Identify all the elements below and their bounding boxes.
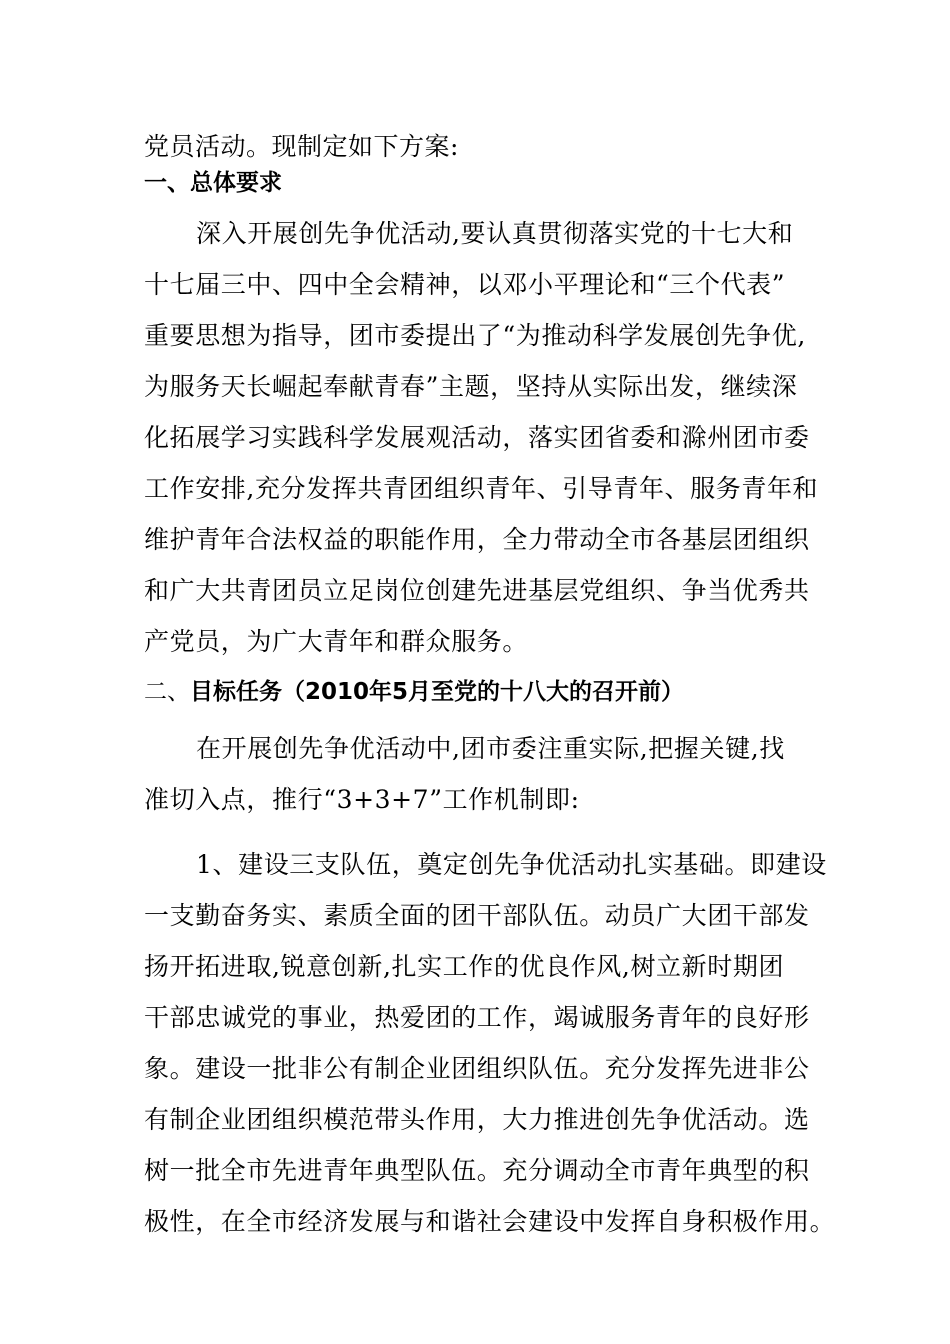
section-1-line: 十七届三中、四中全会精神，以邓小平理论和“三个代表”: [144, 270, 786, 299]
spacer: [144, 825, 814, 839]
section-2-line: 扬开拓进取,锐意创新,扎实工作的优良作风,树立新时期团: [144, 952, 785, 981]
spacer: [144, 667, 814, 675]
spacer: [144, 709, 814, 723]
section-1-line: 和广大共青团员立足岗位创建先进基层党组织、争当优秀共: [144, 576, 810, 605]
section-2-heading-text: 目标任务（2010年5月至党的十八大的召开前）: [190, 679, 685, 705]
section-2-line: 一支勤奋务实、素质全面的团干部队伍。动员广大团干部发: [144, 901, 810, 930]
section-2-line: 干部忠诚党的事业，热爱团的工作，竭诚服务青年的良好形: [144, 1003, 810, 1032]
section-2-line: 准切入点，推行“3+3+7”工作机制即:: [144, 785, 580, 814]
section-2-line: 极性，在全市经济发展与和谐社会建设中发挥自身积极作用。: [144, 1207, 836, 1236]
section-2-para-1: [144, 723, 814, 825]
section-1-line: 产党员，为广大青年和群众服务。: [144, 627, 529, 656]
section-2-line: 1、建设三支队伍，奠定创先争优活动扎实基础。即建设: [196, 850, 827, 879]
section-2-heading-prefix: 二、: [144, 679, 190, 705]
section-1-line: 重要思想为指导，团市委提出了“为推动科学发展创先争优,: [144, 321, 806, 350]
spacer: [144, 200, 814, 208]
section-1-heading: 一、总体要求: [144, 170, 282, 196]
section-2-line: 有制企业团组织模范带头作用，大力推进创先争优活动。选: [144, 1105, 810, 1134]
section-1-line: 维护青年合法权益的职能作用，全力带动全市各基层团组织: [144, 525, 810, 554]
section-1-body: [144, 208, 819, 667]
section-1-line: 深入开展创先争优活动,要认真贯彻落实党的十七大和: [196, 219, 794, 248]
document-page: [144, 128, 836, 1247]
section-1-line: 为服务天长崛起奉献青春”主题，坚持从实际出发，继续深: [144, 372, 798, 401]
section-2-line: 象。建设一批非公有制企业团组织队伍。充分发挥先进非公: [144, 1054, 810, 1083]
section-2-line: 在开展创先争优活动中,团市委注重实际,把握关键,找: [196, 734, 785, 763]
section-1-line: 化拓展学习实践科学发展观活动，落实团省委和滁州团市委: [144, 423, 810, 452]
section-2-heading: [144, 675, 814, 709]
section-1-line: 工作安排,充分发挥共青团组织青年、引导青年、服务青年和: [144, 474, 819, 503]
section-2-line: 树一批全市先进青年典型队伍。充分调动全市青年典型的积: [144, 1156, 810, 1185]
section-2-para-2: [144, 839, 836, 1247]
intro-tail-line: 党员活动。现制定如下方案:: [144, 132, 459, 161]
